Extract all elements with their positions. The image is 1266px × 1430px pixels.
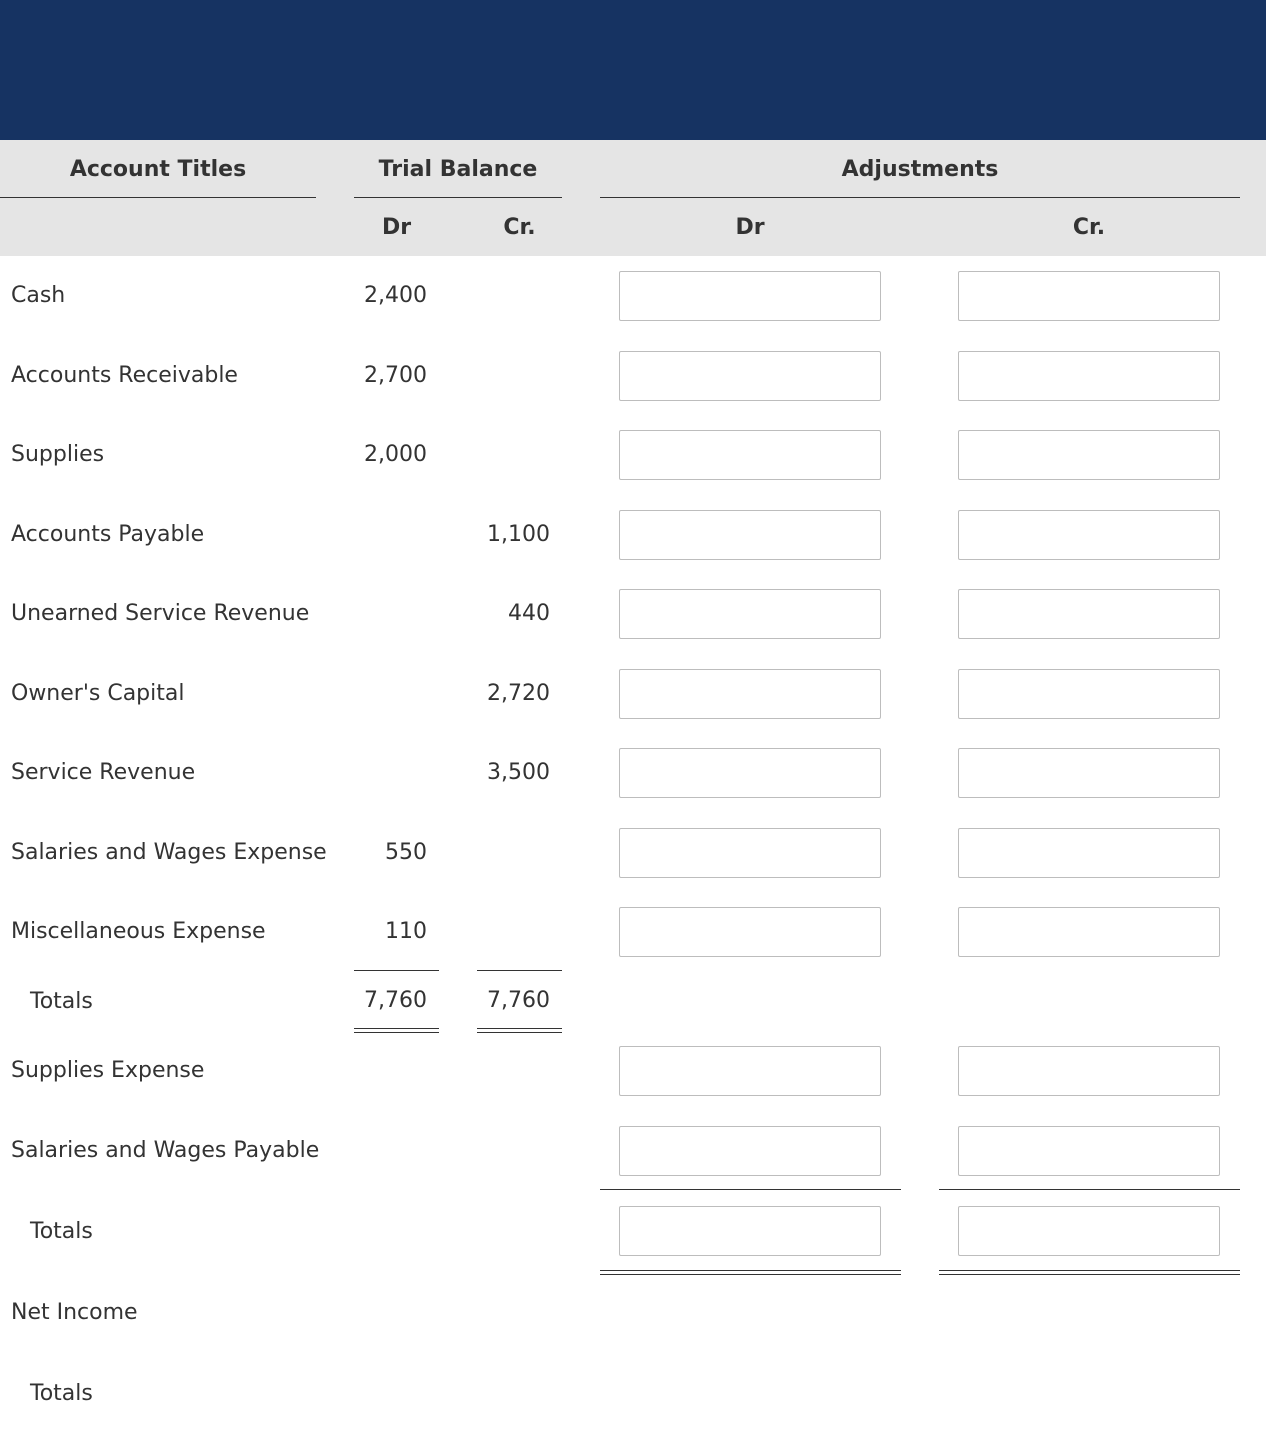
account-title: Supplies bbox=[11, 442, 105, 467]
adjustment-dr-input[interactable] bbox=[619, 510, 881, 560]
final-totals-label: Totals bbox=[30, 1381, 93, 1406]
trial-balance-cr-total: 7,760 bbox=[487, 988, 550, 1013]
double-total-rule bbox=[354, 1028, 439, 1033]
trial-balance-cr-value: 3,500 bbox=[487, 760, 550, 785]
trial-balance-heading: Trial Balance bbox=[378, 157, 538, 182]
total-rule bbox=[939, 1189, 1240, 1190]
account-title: Salaries and Wages Payable bbox=[11, 1138, 320, 1163]
trial-balance-dr-value: 2,400 bbox=[364, 283, 427, 308]
adjustment-dr-input[interactable] bbox=[619, 1126, 881, 1176]
account-title: Accounts Receivable bbox=[11, 363, 238, 388]
total-rule bbox=[477, 970, 562, 971]
total-rule bbox=[354, 970, 439, 971]
adjustment-cr-input[interactable] bbox=[958, 430, 1220, 480]
account-title: Supplies Expense bbox=[11, 1058, 205, 1083]
account-title: Salaries and Wages Expense bbox=[11, 840, 327, 865]
adjustment-dr-input[interactable] bbox=[619, 1046, 881, 1096]
adjustments-cr-heading: Cr. bbox=[1072, 215, 1106, 240]
adjustment-dr-input[interactable] bbox=[619, 351, 881, 401]
trial-balance-dr-value: 550 bbox=[385, 840, 427, 865]
adjustment-dr-input[interactable] bbox=[619, 669, 881, 719]
adjustment-dr-total-input[interactable] bbox=[619, 1206, 881, 1256]
adjustment-cr-input[interactable] bbox=[958, 1046, 1220, 1096]
trial-balance-cr-heading: Cr. bbox=[503, 215, 536, 240]
trial-balance-dr-heading: Dr bbox=[381, 215, 412, 240]
adjustment-cr-input[interactable] bbox=[958, 748, 1220, 798]
adjustment-dr-input[interactable] bbox=[619, 430, 881, 480]
adjustment-cr-input[interactable] bbox=[958, 907, 1220, 957]
double-total-rule bbox=[939, 1270, 1240, 1275]
top-banner bbox=[0, 0, 1266, 140]
adjustments-dr-heading: Dr bbox=[735, 215, 765, 240]
double-total-rule bbox=[600, 1270, 901, 1275]
totals-label: Totals bbox=[30, 1219, 93, 1244]
trial-balance-cr-value: 2,720 bbox=[487, 681, 550, 706]
trial-balance-dr-value: 110 bbox=[385, 919, 427, 944]
account-title: Accounts Payable bbox=[11, 522, 205, 547]
adjustment-dr-input[interactable] bbox=[619, 271, 881, 321]
trial-balance-dr-value: 2,000 bbox=[364, 442, 427, 467]
double-total-rule bbox=[477, 1028, 562, 1033]
account-title: Service Revenue bbox=[11, 760, 196, 785]
adjustment-cr-input[interactable] bbox=[958, 1126, 1220, 1176]
account-title: Miscellaneous Expense bbox=[11, 919, 266, 944]
account-title: Cash bbox=[11, 283, 66, 308]
header-divider bbox=[0, 197, 316, 198]
adjustment-cr-total-input[interactable] bbox=[958, 1206, 1220, 1256]
trial-balance-dr-value: 2,700 bbox=[364, 363, 427, 388]
trial-balance-cr-value: 440 bbox=[508, 601, 550, 626]
adjustment-cr-input[interactable] bbox=[958, 828, 1220, 878]
header-divider bbox=[354, 197, 562, 198]
account-titles-heading: Account Titles bbox=[69, 157, 247, 182]
adjustment-dr-input[interactable] bbox=[619, 589, 881, 639]
net-income-label: Net Income bbox=[11, 1300, 138, 1325]
trial-balance-cr-value: 1,100 bbox=[487, 522, 550, 547]
account-title: Unearned Service Revenue bbox=[11, 601, 310, 626]
adjustments-heading: Adjustments bbox=[841, 157, 999, 182]
adjustment-cr-input[interactable] bbox=[958, 271, 1220, 321]
totals-label: Totals bbox=[30, 989, 93, 1014]
worksheet-header bbox=[0, 140, 1266, 256]
adjustment-cr-input[interactable] bbox=[958, 669, 1220, 719]
account-title: Owner's Capital bbox=[11, 681, 185, 706]
trial-balance-dr-total: 7,760 bbox=[364, 988, 427, 1013]
adjustment-dr-input[interactable] bbox=[619, 907, 881, 957]
total-rule bbox=[600, 1189, 901, 1190]
adjustment-dr-input[interactable] bbox=[619, 828, 881, 878]
adjustment-dr-input[interactable] bbox=[619, 748, 881, 798]
adjustment-cr-input[interactable] bbox=[958, 510, 1220, 560]
adjustment-cr-input[interactable] bbox=[958, 589, 1220, 639]
header-divider bbox=[600, 197, 1240, 198]
adjustment-cr-input[interactable] bbox=[958, 351, 1220, 401]
